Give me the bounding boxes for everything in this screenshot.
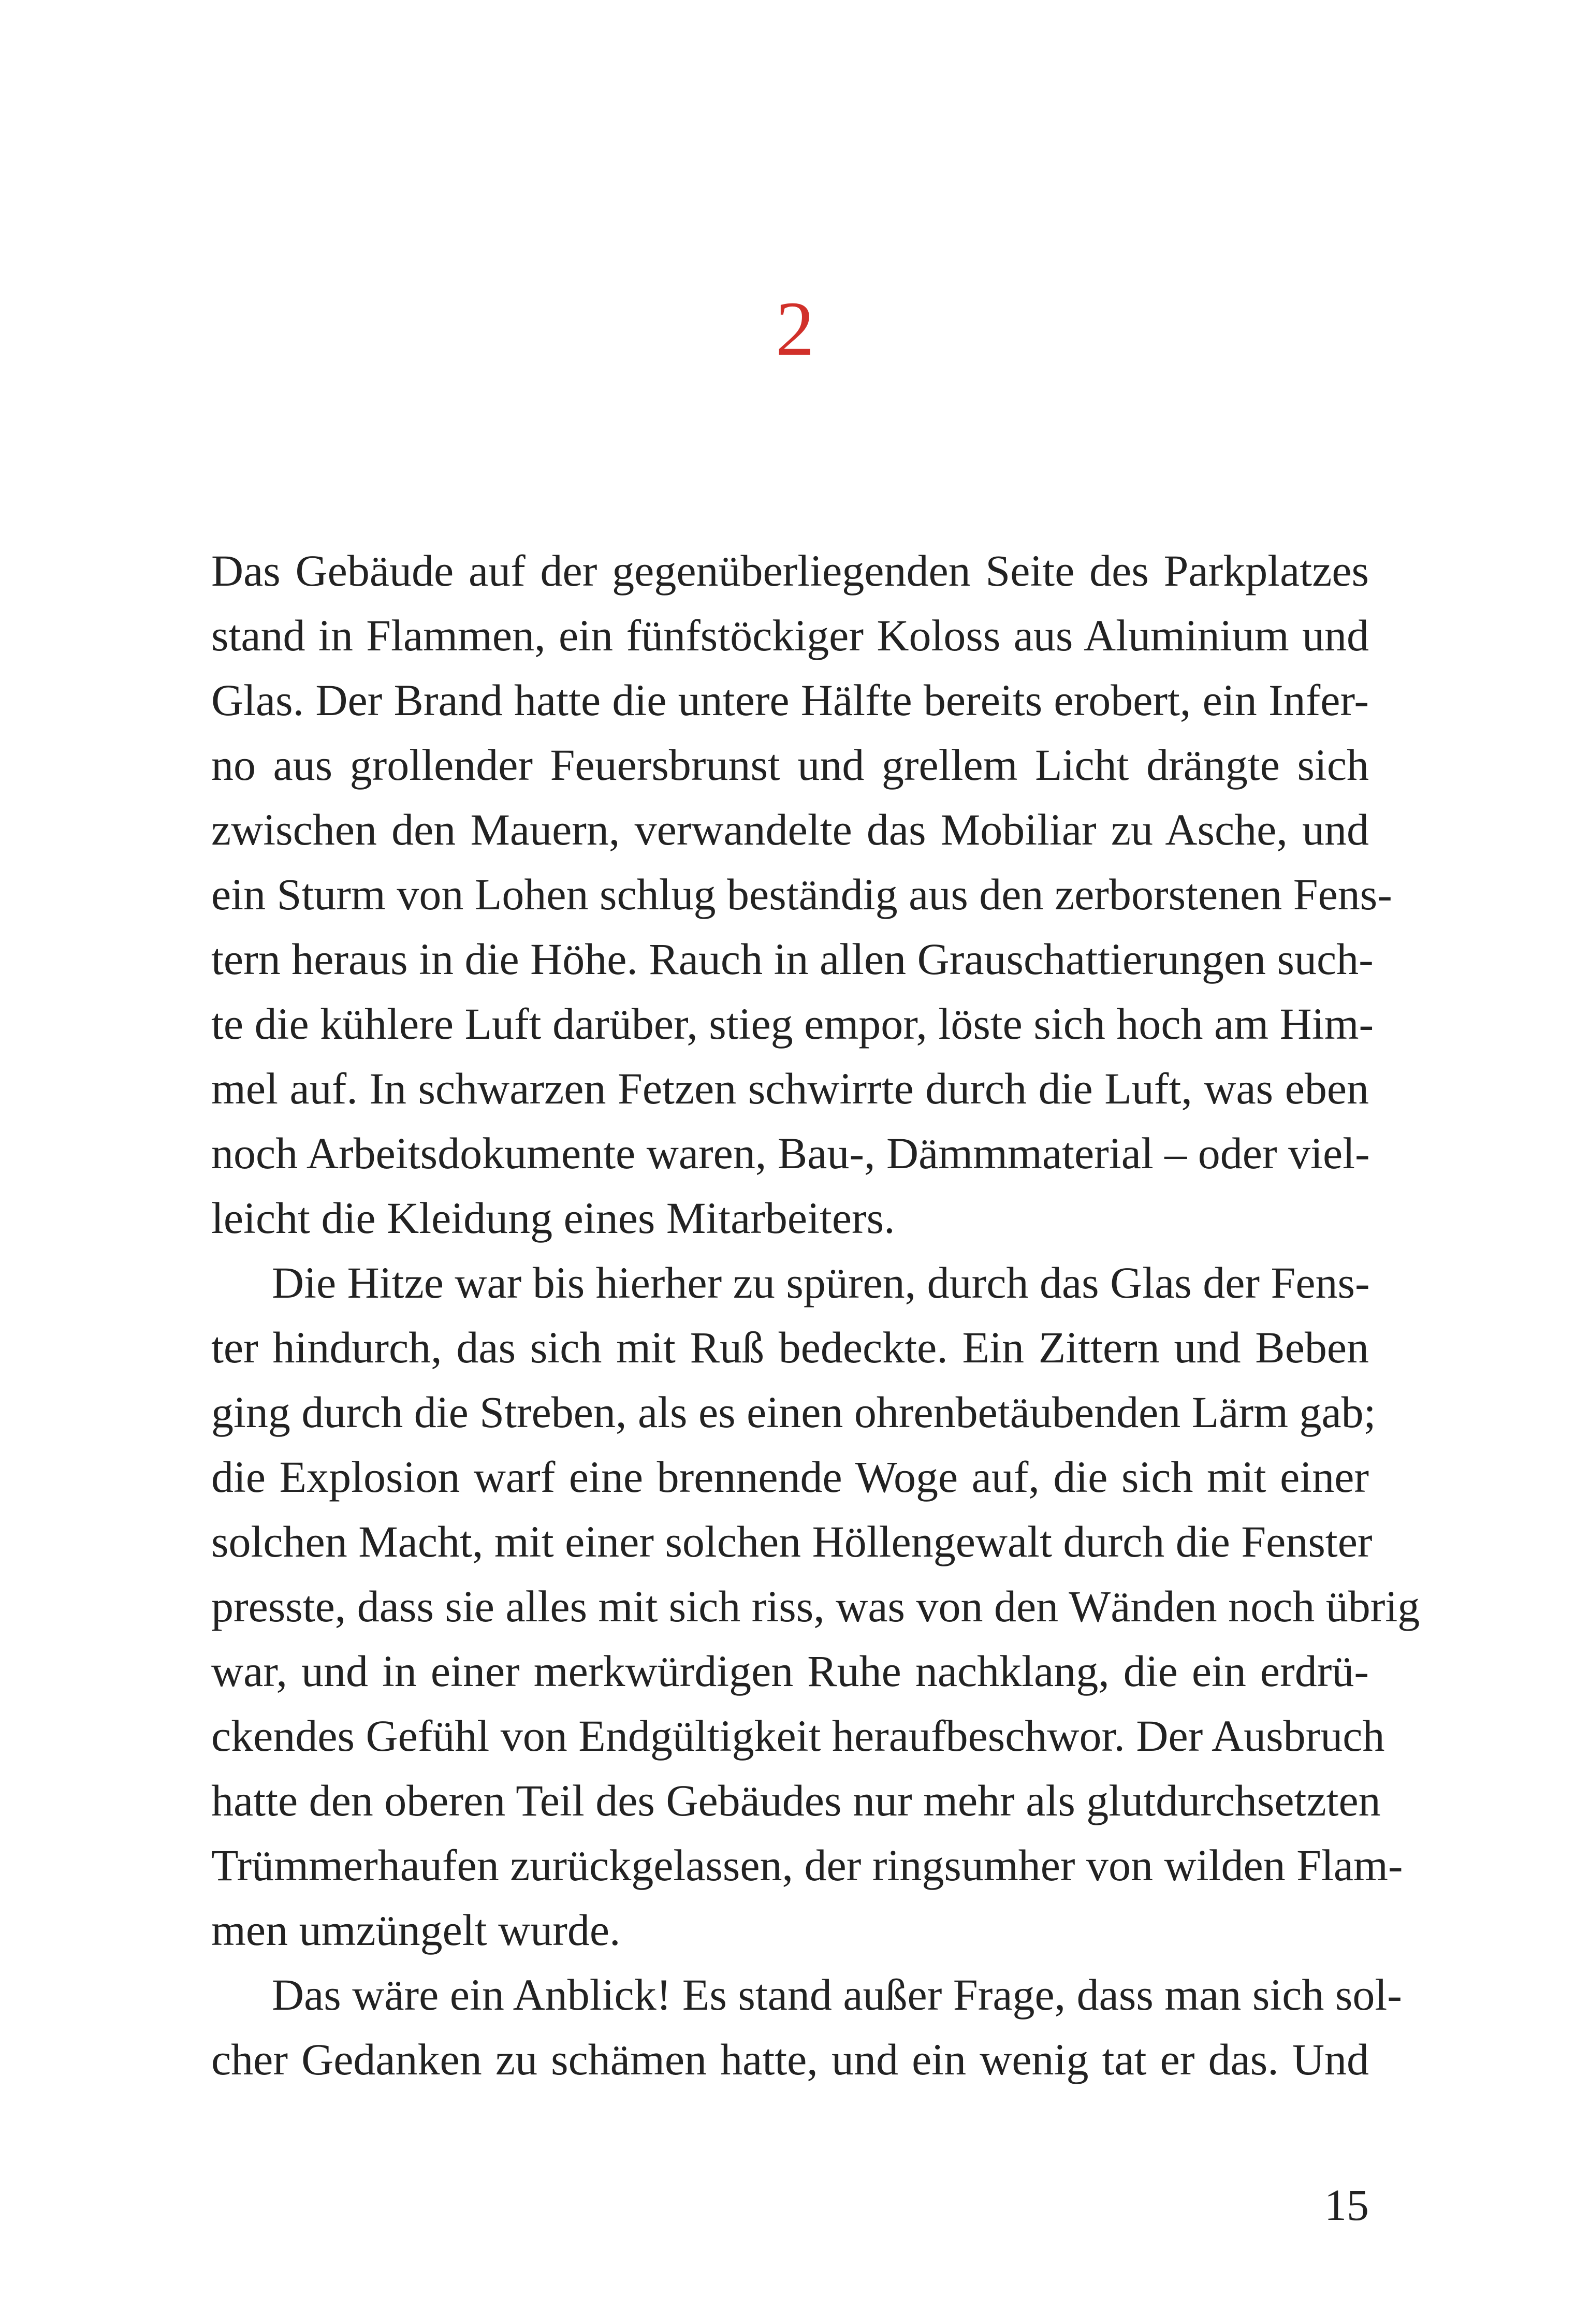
chapter-number: 2	[776, 286, 814, 372]
text-line: mel auf. In schwarzen Fetzen schwirrte durch die Luft, was eben	[211, 1064, 1369, 1113]
text-line: noch Arbeitsdokumente waren, Bau-, Dämmmaterial – oder viel-	[211, 1128, 1370, 1178]
text-line: cher Gedanken zu schämen hatte, und ein wenig tat er das. Und	[211, 2035, 1369, 2084]
text-line: ter hindurch, das sich mit Ruß bedeckte. Ein Zittern und Beben	[211, 1323, 1369, 1372]
text-line: stand in Flammen, ein fünfstöckiger Koloss aus Aluminium und	[211, 611, 1369, 660]
text-line: Die Hitze war bis hierher zu spüren, durch das Glas der Fens-	[272, 1258, 1370, 1308]
text-line: zwischen den Mauern, verwandelte das Mobiliar zu Asche, und	[211, 805, 1369, 854]
paragraph	[211, 539, 1392, 1251]
page-number: 15	[1324, 2180, 1369, 2230]
text-line: ckendes Gefühl von Endgültigkeit heraufbeschwor. Der Ausbruch	[211, 1711, 1385, 1761]
body-text	[211, 539, 1420, 2092]
text-line: ging durch die Streben, als es einen ohrenbetäubenden Lärm gab;	[211, 1387, 1376, 1437]
text-line: Glas. Der Brand hatte die untere Hälfte bereits erobert, ein Infer-	[211, 675, 1369, 725]
text-line: die Explosion warf eine brennende Woge auf, die sich mit einer	[211, 1452, 1369, 1502]
text-line: Das wäre ein Anblick! Es stand außer Frage, dass man sich sol-	[272, 1970, 1402, 2020]
paragraph	[211, 1251, 1420, 1963]
paragraph	[211, 1963, 1402, 2092]
text-line: presste, dass sie alles mit sich riss, was von den Wänden noch übrig	[211, 1581, 1420, 1631]
text-line: Das Gebäude auf der gegenüberliegenden Seite des Parkplatzes	[211, 546, 1369, 595]
text-line: te die kühlere Luft darüber, stieg empor, löste sich hoch am Him-	[211, 999, 1374, 1049]
text-line: hatte den oberen Teil des Gebäudes nur mehr als glutdurchsetzten	[211, 1776, 1381, 1825]
text-line: Trümmerhaufen zurückgelassen, der ringsumher von wilden Flam-	[211, 1840, 1403, 1890]
text-line: solchen Macht, mit einer solchen Höllengewalt durch die Fenster	[211, 1517, 1373, 1566]
text-line: war, und in einer merkwürdigen Ruhe nachklang, die ein erdrü-	[211, 1646, 1369, 1696]
text-line: no aus grollender Feuersbrunst und grellem Licht drängte sich	[211, 740, 1369, 790]
text-line: tern heraus in die Höhe. Rauch in allen Grauschattierungen such-	[211, 934, 1374, 984]
text-line: ein Sturm von Lohen schlug beständig aus den zerborstenen Fens-	[211, 869, 1392, 919]
text-line: men umzüngelt wurde.	[211, 1905, 621, 1955]
text-line: leicht die Kleidung eines Mitarbeiters.	[211, 1193, 895, 1243]
